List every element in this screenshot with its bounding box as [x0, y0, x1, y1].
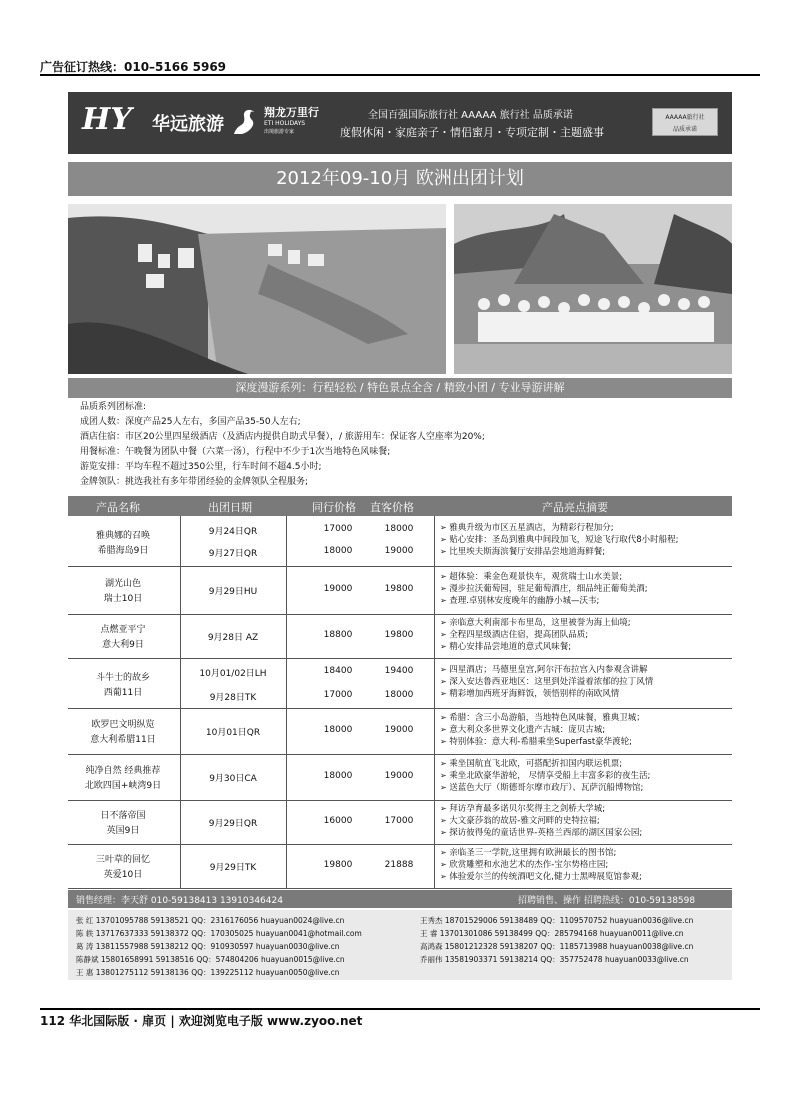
contact-entry: 王 惠 13801275112 59138136 QQ：139225112 huayuan0050@live.cn — [76, 968, 340, 977]
direct-price: 18000 — [384, 524, 414, 534]
brand-banner — [68, 92, 732, 154]
direct-price: 19000 — [384, 725, 414, 735]
contact-entry: 陈静斌 15801658991 59138516 QQ：574804206 huayuan0015@live.cn — [76, 955, 345, 964]
trade-price: 18000 — [323, 546, 353, 556]
table-row — [68, 614, 732, 659]
product-subtitle: 希腊海岛9日 — [97, 546, 149, 556]
highlight-item: ➢ 乘坐北欧豪华游轮， 尽情享受船上丰富多彩的夜生活; — [440, 770, 732, 782]
product-subtitle: 英国9日 — [106, 826, 140, 836]
product-subtitle: 英爱10日 — [103, 870, 143, 880]
highlight-item: ➢ 贴心安排：圣岛到雅典中间段加飞，短途飞行取代8小时船程; — [440, 534, 732, 546]
contact-entry: 张 红 13701095788 59138521 QQ：2316176056 huayuan0024@live.cn — [76, 916, 345, 925]
product-name: 斗牛士的故乡 — [95, 673, 150, 683]
product-name: 雅典娜的召唤 — [95, 531, 150, 541]
trade-price: 18000 — [323, 771, 353, 781]
table-header — [68, 496, 732, 516]
table-row — [68, 708, 732, 755]
departure-date: 10月01/02日LH — [199, 669, 267, 679]
departure-date: 9月29日TK — [209, 863, 257, 873]
ad-hotline: 广告征订热线：010–5166 5969 — [40, 60, 227, 74]
highlight-item: ➢ 雅典升级为市区五星酒店，为精彩行程加分; — [440, 522, 732, 534]
highlight-item: ➢ 大文豪莎翁的故居-雅文河畔的史特拉福; — [440, 815, 732, 827]
product-name: 日不落帝国 — [100, 811, 146, 821]
departure-date: 10月01日QR — [205, 728, 261, 738]
brand-name: 华远旅游 — [152, 114, 224, 135]
departure-date: 9月29日QR — [208, 819, 258, 829]
direct-price: 19000 — [384, 546, 414, 556]
standards-line: 游览安排：平均车程不超过350公里，行车时间不超4.5小时; — [80, 462, 322, 472]
trade-price: 17000 — [323, 524, 353, 534]
highlights-list — [440, 803, 732, 839]
departure-date: 9月30日CA — [209, 774, 257, 784]
contact-entry: 王秀杰 18701529006 59138489 QQ：1109570752 huayuan0036@live.cn — [420, 916, 694, 925]
sales-manager: 销售经理：李天舒 010-59138413 13910346424 — [76, 896, 283, 906]
header-direct-price: 直客价格 — [370, 501, 414, 514]
highlight-item: ➢ 超体验：乘金色观景快车，观赏瑞士山水美景; — [440, 571, 732, 583]
direct-price: 19800 — [384, 584, 414, 594]
direct-price: 19000 — [384, 771, 414, 781]
hiring-notice: 招聘销售、操作 招聘热线：010-59138598 — [518, 896, 696, 906]
highlight-item: ➢ 漫步拉沃葡萄园，驻足葡萄酒庄，细品纯正葡萄美酒; — [440, 583, 732, 595]
badge-line2: 品质承诺 — [672, 126, 697, 133]
highlight-item: ➢ 查理.卓别林安度晚年的幽静小城—沃韦; — [440, 595, 732, 607]
standards-line: 用餐标准：午晚餐为团队中餐（六菜一汤），行程中不少于1次当地特色风味餐; — [80, 447, 391, 457]
highlight-item: ➢ 体验爱尔兰的传统酒吧文化,健力士黑啤展览馆参观; — [440, 871, 732, 883]
direct-price: 18000 — [384, 690, 414, 700]
contact-list — [68, 910, 732, 980]
departure-date: 9月24日QR — [208, 527, 258, 537]
highlight-item: ➢ 精心安排品尝地道的意式风味餐; — [440, 641, 732, 653]
table-row — [68, 658, 732, 709]
table-row — [68, 566, 732, 615]
highlights-list — [440, 664, 732, 700]
sales-bar — [68, 890, 732, 908]
tour-group-photo — [454, 204, 732, 374]
highlight-item: ➢ 探访彼得兔的童话世界-英格兰西部的湖区国家公园; — [440, 827, 732, 839]
highlight-item: ➢ 全程四星级酒店住宿，提高团队品质; — [440, 629, 732, 641]
standards-line: 品质系列团标准: — [80, 402, 147, 412]
product-name: 三叶草的回忆 — [95, 855, 150, 865]
trade-price: 18800 — [323, 630, 353, 640]
trade-price: 19800 — [323, 860, 353, 870]
brand-tagline-services: 度假休闲・家庭亲子・情侣蜜月・专项定制・主题盛事 — [340, 126, 604, 139]
top-divider — [40, 74, 760, 76]
contact-entry: 陈 轶 13717637333 59138372 QQ：170305025 huayuan0041@hotmail.com — [76, 929, 362, 938]
header-product-name: 产品名称 — [96, 501, 140, 514]
contacts-left — [76, 914, 362, 979]
quality-standards — [80, 400, 485, 490]
highlight-item: ➢ 希腊：含三小岛游船，当地特色风味餐，雅典卫城； — [440, 712, 732, 724]
page-footer: 112 华北国际版 · 扉页 | 欢迎浏览电子版 www.zyoo.net — [40, 1014, 363, 1028]
highlight-item: ➢ 深入安达鲁西亚地区：这里到处洋溢着浓郁的拉丁风情 — [440, 676, 732, 688]
product-subtitle: 意大利希腊11日 — [90, 735, 156, 745]
table-row — [68, 844, 732, 889]
trade-price: 18400 — [323, 666, 353, 676]
contact-entry: 高鸿森 15801212328 59138207 QQ：1185713988 huayuan0038@live.cn — [420, 942, 694, 951]
product-name: 点燃亚平宁 — [100, 625, 146, 635]
brand-tagline-top: 全国百强国际旅行社 AAAAA 旅行社 品质承诺 — [368, 110, 573, 121]
highlight-item: ➢ 比里埃夫斯海滨餐厅安排品尝地道海鲜餐; — [440, 546, 732, 558]
highlight-item: ➢ 乘坐国航直飞北欧，可搭配折扣国内联运机票; — [440, 758, 732, 770]
product-name: 纯净自然 经典推荐 — [85, 766, 161, 776]
highlights-list — [440, 571, 732, 607]
bottom-divider — [40, 1008, 760, 1010]
trade-price: 19000 — [323, 584, 353, 594]
table-row — [68, 754, 732, 801]
eti-brand-en: ETI HOLIDAYS — [264, 120, 306, 127]
highlights-list — [440, 847, 732, 883]
highlights-list — [440, 712, 732, 748]
contact-entry: 葛 涛 13811557988 59138212 QQ：910930597 huayuan0030@live.cn — [76, 942, 340, 951]
direct-price: 19400 — [384, 666, 414, 676]
contact-entry: 王 睿 13701301086 59138499 QQ：285794168 huayuan0011@live.cn — [420, 929, 684, 938]
product-subtitle: 瑞士10日 — [103, 594, 143, 604]
product-name: 欧罗巴文明纵览 — [91, 720, 155, 730]
contact-entry: 乔丽伟 13581903371 59138214 QQ：357752478 huayuan0033@live.cn — [420, 955, 689, 964]
product-subtitle: 西葡11日 — [103, 688, 143, 698]
standards-line: 金牌领队：挑选我社有多年带团经验的金牌领队全程服务; — [80, 477, 309, 487]
highlight-item: ➢ 特别体验：意大利-希腊乘坐Superfast豪华渡轮; — [440, 736, 732, 748]
highlight-item: ➢ 四星酒店；马德里皇宫,阿尔汗布拉宫入内参观含讲解 — [440, 664, 732, 676]
highlight-item: ➢ 亲临圣三一学院,这里拥有欧洲最长的图书馆; — [440, 847, 732, 859]
table-row — [68, 800, 732, 845]
highlights-list — [440, 758, 732, 794]
highlights-list — [440, 617, 732, 653]
travel-advertisement — [68, 92, 732, 980]
table-row — [68, 516, 732, 567]
product-name: 湖光山色 — [104, 579, 141, 589]
header-highlights: 产品亮点摘要 — [542, 501, 608, 514]
highlight-item: ➢ 意大利众多世界文化遗产古城：庞贝古城; — [440, 724, 732, 736]
aaaaa-badge — [652, 108, 718, 136]
trade-price: 17000 — [323, 690, 353, 700]
direct-price: 21888 — [384, 860, 414, 870]
huayuan-logo-icon: HY — [82, 102, 132, 137]
trade-price: 18000 — [323, 725, 353, 735]
product-subtitle: 意大利9日 — [102, 640, 144, 650]
highlight-item: ➢ 精彩增加西班牙海鲜饭，领悟别样的南欧风情 — [440, 688, 732, 700]
header-trade-price: 同行价格 — [312, 501, 356, 514]
highlights-list — [440, 522, 732, 558]
badge-line1: AAAAA旅行社 — [665, 114, 705, 121]
highlight-item: ➢ 亲临意大利南部卡布里岛，这里被誉为海上仙境; — [440, 617, 732, 629]
highlight-item: ➢ 送蓝色大厅（斯德哥尔摩市政厅）、瓦萨沉船博物馆; — [440, 782, 732, 794]
dragon-logo-icon — [230, 104, 262, 140]
header-departure-date: 出团日期 — [208, 501, 252, 514]
departure-date: 9月28日 AZ — [207, 633, 259, 643]
standards-line: 酒店住宿：市区20公里四星级酒店（及酒店内提供自助式早餐），/ 旅游用车：保证客人空座率为20%; — [80, 432, 485, 442]
product-subtitle: 北欧四国+峡湾9日 — [84, 781, 162, 791]
departure-date: 9月28日TK — [209, 693, 257, 703]
coastal-village-photo — [68, 204, 446, 374]
highlight-item: ➢ 欣赏雕塑和水池艺术的杰作-宝尔势格庄园; — [440, 859, 732, 871]
eti-brand-sub: 出境旅游专家 — [264, 129, 295, 135]
contacts-right — [420, 914, 693, 966]
direct-price: 19800 — [384, 630, 414, 640]
page-title: 2012年09-10月 欧洲出团计划 — [68, 162, 732, 196]
series-banner: 深度漫游系列：行程轻松 / 特色景点全含 / 精致小团 / 专业导游讲解 — [68, 378, 732, 398]
highlight-item: ➢ 拜访孕育最多诺贝尔奖得主之剑桥大学城; — [440, 803, 732, 815]
departure-date: 9月27日QR — [208, 549, 258, 559]
trade-price: 16000 — [323, 816, 353, 826]
direct-price: 17000 — [384, 816, 414, 826]
eti-brand-cn: 翔龙万里行 — [264, 106, 319, 119]
standards-line: 成团人数：深度产品25人左右，多国产品35-50人左右; — [80, 417, 301, 427]
departure-date: 9月29日HU — [208, 587, 258, 597]
